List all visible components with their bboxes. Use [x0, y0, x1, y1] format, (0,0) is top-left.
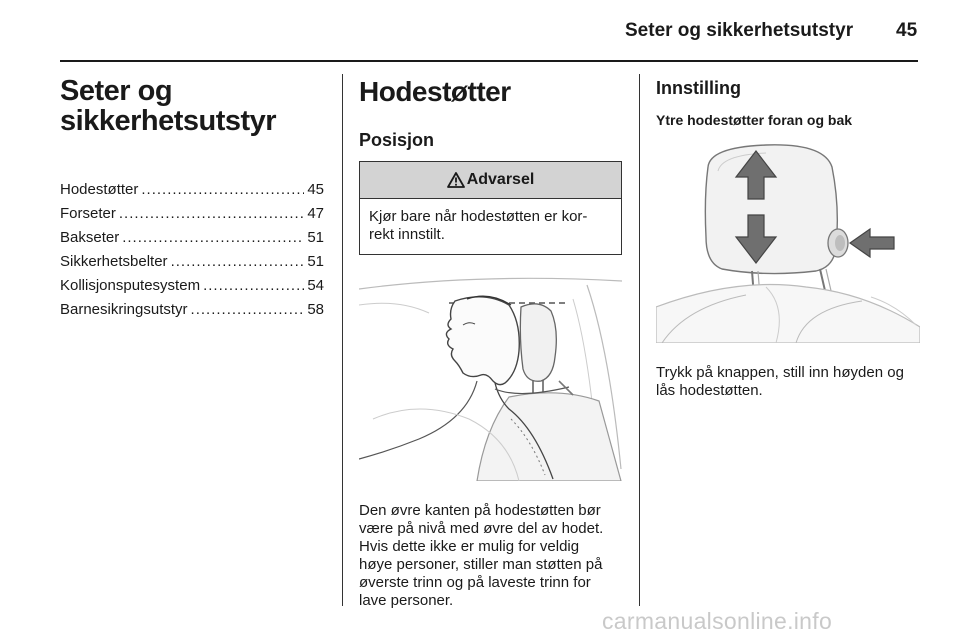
- chapter-title-line-2: sikkerhetsutstyr: [60, 105, 277, 137]
- text-line: Den øvre kanten på hodestøtten bør: [359, 502, 601, 519]
- warning-triangle-icon: [447, 172, 465, 188]
- column-divider-left: [342, 74, 343, 606]
- chapter-title-line-1: Seter og: [60, 75, 173, 107]
- toc-entry-kollisjonsputesystem[interactable]: [60, 274, 324, 298]
- chapter-column: [60, 76, 324, 322]
- watermark: carmanualsonline.info: [602, 608, 833, 634]
- text-line: høye personer, stiller man støtten på: [359, 556, 603, 573]
- warning-text-line: rekt innstilt.: [369, 226, 445, 243]
- subsection-title: Posisjon: [359, 130, 435, 150]
- header-rule: [60, 60, 918, 62]
- toc-page: 47: [307, 205, 324, 222]
- table-of-contents: [60, 178, 324, 322]
- text-line: Hvis dette ikke er mulig for veldig: [359, 538, 580, 555]
- page-header-title: Seter og sikkerhetsutstyr: [625, 20, 854, 41]
- toc-page: 51: [307, 253, 324, 270]
- text-line: øverste trinn og på laveste trinn for: [359, 574, 591, 591]
- text-line: lås hodestøtten.: [656, 382, 763, 399]
- position-description: [359, 502, 622, 610]
- chapter-title: [60, 76, 324, 136]
- headrest-position-illustration: [359, 269, 622, 481]
- toc-page: 51: [307, 229, 324, 246]
- toc-label: Sikkerhetsbelter: [60, 253, 168, 270]
- toc-entry-hodestotter[interactable]: [60, 178, 324, 202]
- position-column: [359, 76, 622, 610]
- toc-leader-dots: [141, 178, 304, 202]
- warning-label: Advarsel: [466, 171, 535, 188]
- text-line: lave personer.: [359, 592, 454, 609]
- toc-leader-dots: [171, 250, 305, 274]
- warning-box: [359, 161, 622, 255]
- toc-entry-bakseter[interactable]: [60, 226, 324, 250]
- adjustment-description: [656, 364, 922, 400]
- warning-text: [360, 199, 621, 254]
- toc-label: Barnesikringsutstyr: [60, 301, 188, 318]
- text-line: Trykk på knappen, still inn høyden og: [656, 364, 904, 381]
- toc-leader-dots: [191, 298, 305, 322]
- toc-leader-dots: [122, 226, 304, 250]
- toc-page: 45: [307, 181, 324, 198]
- toc-label: Hodestøtter: [60, 181, 139, 198]
- adjustment-column: [656, 76, 922, 400]
- column-divider-right: [639, 74, 640, 606]
- toc-entry-forseter[interactable]: [60, 202, 324, 226]
- text-line: være på nivå med øvre del av hodet.: [359, 520, 604, 537]
- toc-entry-sikkerhetsbelter[interactable]: [60, 250, 324, 274]
- toc-label: Bakseter: [60, 229, 120, 246]
- adjustment-title: Innstilling: [656, 78, 741, 98]
- toc-label: Forseter: [60, 205, 116, 222]
- toc-leader-dots: [119, 202, 304, 226]
- toc-page: 58: [307, 301, 324, 318]
- section-title: Hodestøtter: [359, 76, 511, 107]
- toc-leader-dots: [203, 274, 304, 298]
- page-number: 45: [896, 20, 918, 41]
- warning-header: [360, 162, 621, 199]
- adjustment-subtitle: Ytre hodestøtter foran og bak: [656, 112, 853, 128]
- headrest-adjust-illustration: [656, 137, 920, 343]
- toc-page: 54: [307, 277, 324, 294]
- toc-label: Kollisjonsputesystem: [60, 277, 201, 294]
- warning-text-line: Kjør bare når hodestøtten er kor-: [369, 208, 588, 225]
- toc-entry-barnesikringsutstyr[interactable]: [60, 298, 324, 322]
